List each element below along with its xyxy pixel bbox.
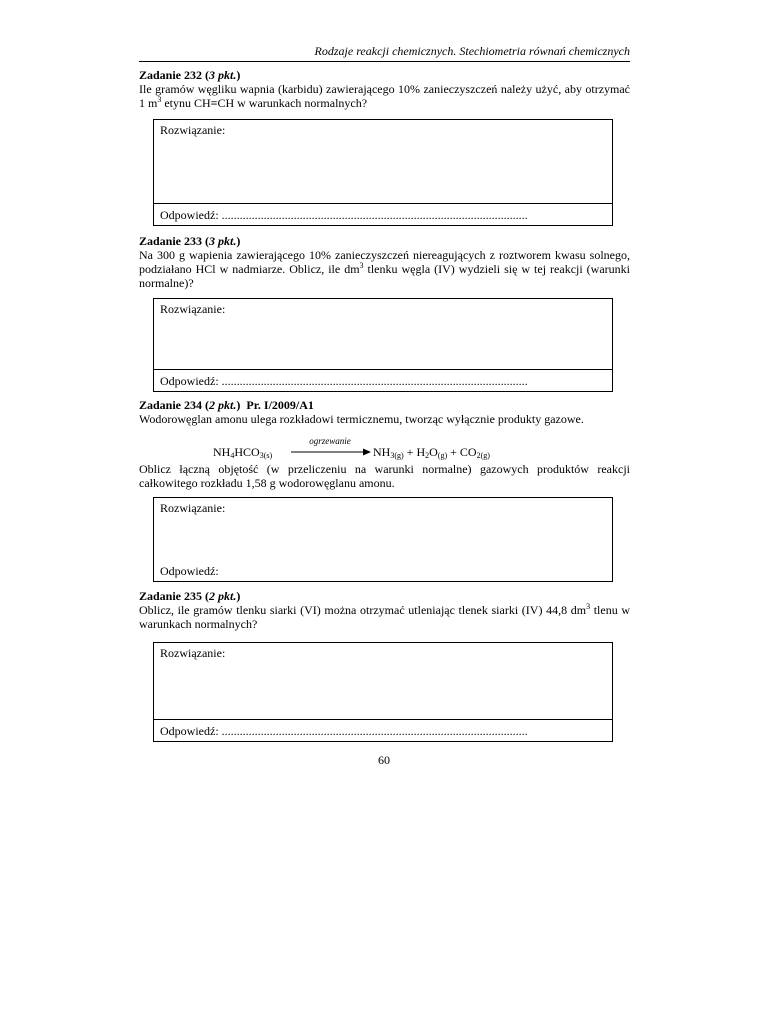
task-title: Zadanie 235 (2 pkt.) (139, 589, 241, 603)
task-234-question (139, 462, 630, 490)
task-text: Oblicz, ile gramów tlenku siarki (VI) można otrzymać utleniając tlenek siarki (IV) 44,8 $dm^3$ tlenu w warunkach normalnych? (139, 602, 630, 631)
answer-label: Odpowiedź: (160, 564, 219, 578)
answer-box-235[interactable] (153, 642, 613, 742)
task-text: Ile gramów węgliku wapnia (karbidu) zawierającego 10% zanieczyszczeń należy użyć, aby otrzymać 1 $m^3$ etynu CH≡CH w warunkach normalnych? (139, 82, 630, 110)
task-232 (139, 68, 630, 110)
task-title: Zadanie 233 (3 pkt.) (139, 234, 241, 248)
reaction-arrow-icon (291, 448, 371, 456)
task-text: Oblicz łączną objętość (w przeliczeniu na warunki normalne) gazowych produktów reakcji całkowitego rozkładu 1,58 g wodorowęglanu amonu. (139, 462, 630, 490)
answer-box-234[interactable] (153, 497, 613, 582)
solution-label: Rozwiązanie: (160, 646, 226, 660)
solution-label: Rozwiązanie: (160, 501, 226, 515)
task-text: Wodorowęglan amonu ulega rozkładowi termicznemu, tworząc wyłącznie produkty gazowe. (139, 412, 584, 426)
task-title: Zadanie 232 (3 pkt.) (139, 68, 241, 82)
products: $NH_{3(g)} + H_2O_{(g)} + CO_{2(g)}$ (373, 445, 490, 460)
answer-box-233[interactable] (153, 298, 613, 392)
task-title: Zadanie 234 (2 pkt.) Pr. I/2009/A1 (139, 398, 314, 412)
answer-box-232[interactable] (153, 119, 613, 226)
answer-row: Odpowiedź: ...................................................................................................... (154, 719, 612, 741)
reactant: $NH_4HCO_{3(s)}$ (213, 445, 273, 460)
running-header: Rodzaje reakcji chemicznych. Stechiometria równań chemicznych (139, 44, 630, 62)
answer-row: Odpowiedź: ...................................................................................................... (154, 203, 612, 225)
task-234 (139, 398, 630, 426)
solution-label: Rozwiązanie: (160, 123, 226, 137)
answer-row: Odpowiedź: ...................................................................................................... (154, 369, 612, 391)
reaction-condition: ogrzewanie (309, 436, 351, 446)
task-233 (139, 234, 630, 290)
page-number: 60 (378, 753, 390, 767)
solution-label: Rozwiązanie: (160, 302, 226, 316)
task-source: Pr. I/2009/A1 (246, 398, 314, 412)
task-235 (139, 589, 630, 631)
task-text: Na 300 g wapienia zawierającego 10% zanieczyszczeń niereagujących z roztworem kwasu solnego, podziałano HCl w nadmiarze. Oblicz, ile $dm^3$ tlenku węgla (IV) wydzieli się w tej reakcji (warunki normalne)? (139, 248, 630, 290)
